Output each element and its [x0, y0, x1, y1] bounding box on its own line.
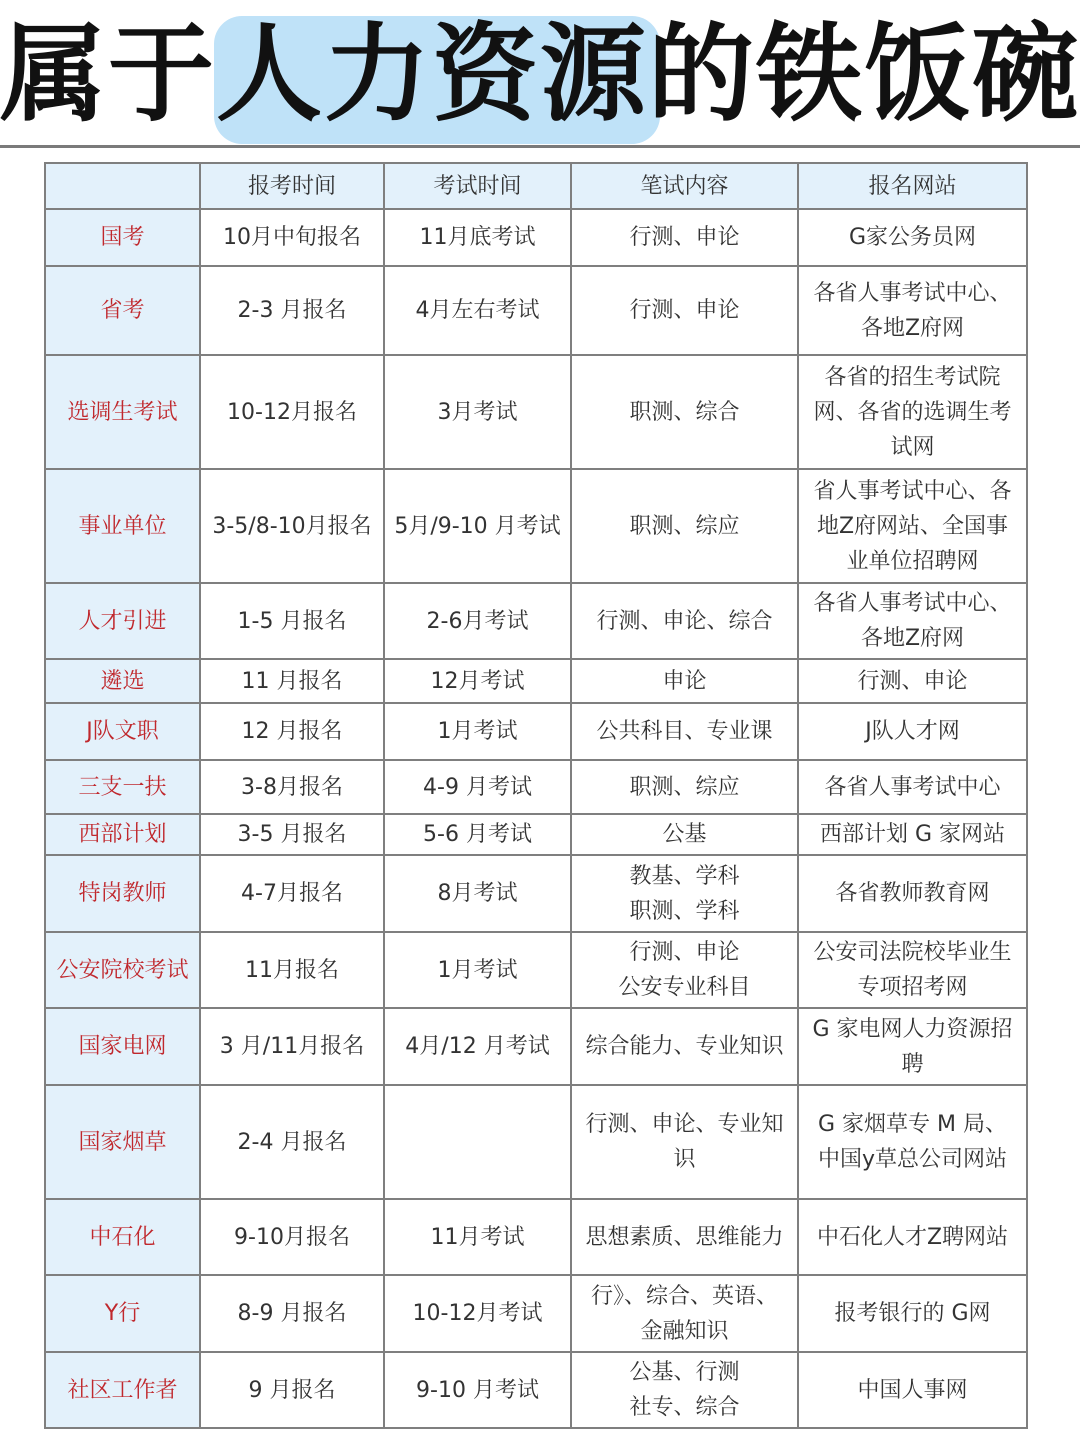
row-registration-site [798, 814, 1027, 855]
row-written-content-line: 公共科目、专业课 [596, 719, 773, 744]
row-written-content-line: 行测、申论 [629, 225, 740, 250]
row-written-content [571, 659, 798, 703]
row-registration-site-line: 西部计划 G 家网站 [819, 822, 1006, 847]
row-registration-site-line: 各省人事考试中心、 [813, 280, 1012, 306]
row-apply-time: 3-5 月报名 [200, 814, 384, 855]
row-registration-site [798, 266, 1027, 355]
row-written-content [571, 469, 798, 583]
row-exam-time: 5月/9-10 月考试 [384, 469, 571, 583]
table-row [45, 1352, 1027, 1428]
row-written-content-line: 职测、综应 [629, 774, 740, 800]
row-exam-name: 事业单位 [45, 469, 200, 583]
row-registration-site-line: 中国人事网 [857, 1377, 968, 1403]
row-registration-site [798, 469, 1027, 583]
row-written-content [571, 1352, 798, 1428]
row-exam-name: 人才引进 [45, 583, 200, 659]
row-apply-time: 2-4 月报名 [200, 1085, 384, 1199]
row-apply-time: 9-10月报名 [200, 1199, 384, 1275]
row-exam-time: 12月考试 [384, 659, 571, 703]
row-registration-site [798, 659, 1027, 703]
exam-table [44, 162, 1028, 1429]
table-row [45, 469, 1027, 583]
row-written-content [571, 1275, 798, 1352]
row-exam-time: 5-6 月考试 [384, 814, 571, 855]
row-registration-site [798, 760, 1027, 814]
row-written-content [571, 583, 798, 659]
table-row [45, 814, 1027, 855]
row-registration-site-line: 各省的招生考试院 [824, 364, 1001, 390]
row-written-content-line: 职测、综合 [629, 399, 740, 425]
table-row [45, 1199, 1027, 1275]
table-row [45, 659, 1027, 703]
header-corner-cell [45, 163, 200, 209]
row-registration-site-line: 业单位招聘网 [846, 548, 979, 574]
row-written-content [571, 1199, 798, 1275]
table-row [45, 1008, 1027, 1085]
row-registration-site-line: 行测、申论 [857, 668, 968, 694]
row-exam-name: J队文职 [45, 703, 200, 760]
row-apply-time: 2-3 月报名 [200, 266, 384, 355]
header-apply-time: 报考时间 [200, 163, 384, 209]
row-exam-time: 4-9 月考试 [384, 760, 571, 814]
row-written-content [571, 932, 798, 1008]
table-body [45, 209, 1027, 1428]
row-apply-time: 3-5/8-10月报名 [200, 469, 384, 583]
row-exam-name: 省考 [45, 266, 200, 355]
row-apply-time: 12 月报名 [200, 703, 384, 760]
row-apply-time: 1-5 月报名 [200, 583, 384, 659]
row-written-content-line: 综合能力、专业知识 [585, 1034, 784, 1059]
row-apply-time: 3-8月报名 [200, 760, 384, 814]
row-exam-time: 9-10 月考试 [384, 1352, 571, 1428]
row-written-content [571, 1085, 798, 1199]
table-row [45, 1275, 1027, 1352]
row-exam-name: 国家烟草 [45, 1085, 200, 1199]
row-registration-site-line: G 家电网人力资源招 [812, 1016, 1013, 1042]
table-row [45, 209, 1027, 266]
row-exam-name: 国考 [45, 209, 200, 266]
row-exam-time: 3月考试 [384, 355, 571, 469]
row-written-content-line: 公安专业科目 [618, 975, 751, 1000]
row-exam-name: 中石化 [45, 1199, 200, 1275]
row-registration-site-line: 中国y草总公司网站 [817, 1147, 1008, 1172]
table-row [45, 1085, 1027, 1199]
row-written-content-line: 行》、综合、英语、 [590, 1283, 778, 1309]
row-apply-time: 9 月报名 [200, 1352, 384, 1428]
row-written-content-line: 职测、综应 [629, 513, 740, 539]
row-exam-name: 三支一扶 [45, 760, 200, 814]
row-apply-time: 10月中旬报名 [200, 209, 384, 266]
row-registration-site-line: 省人事考试中心、各 [813, 478, 1012, 504]
row-written-content-line: 公基、行测 [629, 1360, 740, 1385]
row-apply-time: 8-9 月报名 [200, 1275, 384, 1352]
row-registration-site [798, 703, 1027, 760]
row-written-content-line: 思想素质、思维能力 [585, 1224, 784, 1250]
title-divider [0, 145, 1080, 148]
row-exam-name: 公安院校考试 [45, 932, 200, 1008]
row-registration-site-line: 公安司法院校毕业生 [813, 940, 1012, 965]
table-row [45, 703, 1027, 760]
row-apply-time: 11 月报名 [200, 659, 384, 703]
row-apply-time: 4-7月报名 [200, 855, 384, 932]
row-registration-site [798, 583, 1027, 659]
row-registration-site-line: J队人才网 [865, 719, 960, 744]
row-written-content [571, 703, 798, 760]
table-row [45, 266, 1027, 355]
table-row [45, 355, 1027, 469]
row-written-content [571, 1008, 798, 1085]
page-title: 属于人力资源的铁饭碗 [0, 13, 1080, 136]
row-registration-site-line: G 家烟草专 M 局、 [817, 1112, 1007, 1137]
row-registration-site [798, 1199, 1027, 1275]
row-exam-time: 1月考试 [384, 932, 571, 1008]
row-registration-site [798, 1352, 1027, 1428]
row-apply-time: 3 月/11月报名 [200, 1008, 384, 1085]
row-written-content [571, 760, 798, 814]
table-row [45, 583, 1027, 659]
row-exam-time: 4月/12 月考试 [384, 1008, 571, 1085]
title-banner [0, 0, 1080, 148]
row-written-content [571, 855, 798, 932]
row-registration-site [798, 209, 1027, 266]
row-registration-site-line: 中石化人才Z聘网站 [816, 1224, 1009, 1250]
table-row [45, 855, 1027, 932]
row-exam-name: 国家电网 [45, 1008, 200, 1085]
row-registration-site-line: 各地Z府网 [860, 626, 965, 651]
row-exam-time: 11月考试 [384, 1199, 571, 1275]
row-exam-name: Y行 [45, 1275, 200, 1352]
row-registration-site-line: 各地Z府网 [860, 315, 965, 341]
row-exam-time [384, 1085, 571, 1199]
row-written-content [571, 209, 798, 266]
header-written-content: 笔试内容 [571, 163, 798, 209]
row-registration-site [798, 1085, 1027, 1199]
row-registration-site-line: G家公务员网 [848, 225, 977, 250]
row-exam-time: 1月考试 [384, 703, 571, 760]
row-written-content-line: 金融知识 [640, 1318, 729, 1344]
row-written-content-line: 申论 [662, 668, 707, 694]
table-header-row [45, 163, 1027, 209]
row-exam-time: 8月考试 [384, 855, 571, 932]
row-registration-site [798, 1275, 1027, 1352]
row-exam-time: 10-12月考试 [384, 1275, 571, 1352]
row-written-content-line: 教基、学科 [629, 863, 740, 889]
row-written-content-line: 行测、申论、综合 [596, 608, 773, 634]
row-registration-site [798, 932, 1027, 1008]
row-written-content [571, 814, 798, 855]
row-registration-site-line: 各省教师教育网 [835, 881, 990, 906]
row-exam-time: 2-6月考试 [384, 583, 571, 659]
row-exam-time: 4月左右考试 [384, 266, 571, 355]
row-registration-site-line: 聘 [901, 1051, 924, 1077]
row-registration-site-line: 网、各省的选调生考 [813, 399, 1012, 425]
row-written-content [571, 355, 798, 469]
row-written-content-line: 公基 [662, 822, 707, 847]
row-exam-name: 社区工作者 [45, 1352, 200, 1428]
row-registration-site [798, 1008, 1027, 1085]
table-row [45, 760, 1027, 814]
header-registration-site: 报名网站 [798, 163, 1027, 209]
row-exam-time: 11月底考试 [384, 209, 571, 266]
row-registration-site-line: 地Z府网站、全国事 [816, 513, 1009, 539]
header-exam-time: 考试时间 [384, 163, 571, 209]
row-written-content-line: 行测、申论、专业知 [585, 1112, 784, 1137]
row-written-content [571, 266, 798, 355]
row-exam-name: 选调生考试 [45, 355, 200, 469]
row-exam-name: 遴选 [45, 659, 200, 703]
row-exam-name: 西部计划 [45, 814, 200, 855]
row-written-content-line: 行测、申论 [629, 940, 740, 965]
row-registration-site [798, 355, 1027, 469]
row-apply-time: 11月报名 [200, 932, 384, 1008]
row-apply-time: 10-12月报名 [200, 355, 384, 469]
table-row [45, 932, 1027, 1008]
row-registration-site-line: 各省人事考试中心、 [813, 591, 1012, 616]
row-exam-name: 特岗教师 [45, 855, 200, 932]
row-registration-site [798, 855, 1027, 932]
row-registration-site-line: 试网 [890, 434, 935, 460]
row-written-content-line: 职测、学科 [629, 898, 740, 924]
row-registration-site-line: 专项招考网 [857, 975, 968, 1000]
row-registration-site-line: 报考银行的 G网 [834, 1301, 991, 1326]
row-written-content-line: 行测、申论 [629, 298, 740, 323]
row-written-content-line: 识 [673, 1147, 696, 1172]
row-written-content-line: 社专、综合 [629, 1395, 740, 1420]
row-registration-site-line: 各省人事考试中心 [824, 774, 1001, 800]
